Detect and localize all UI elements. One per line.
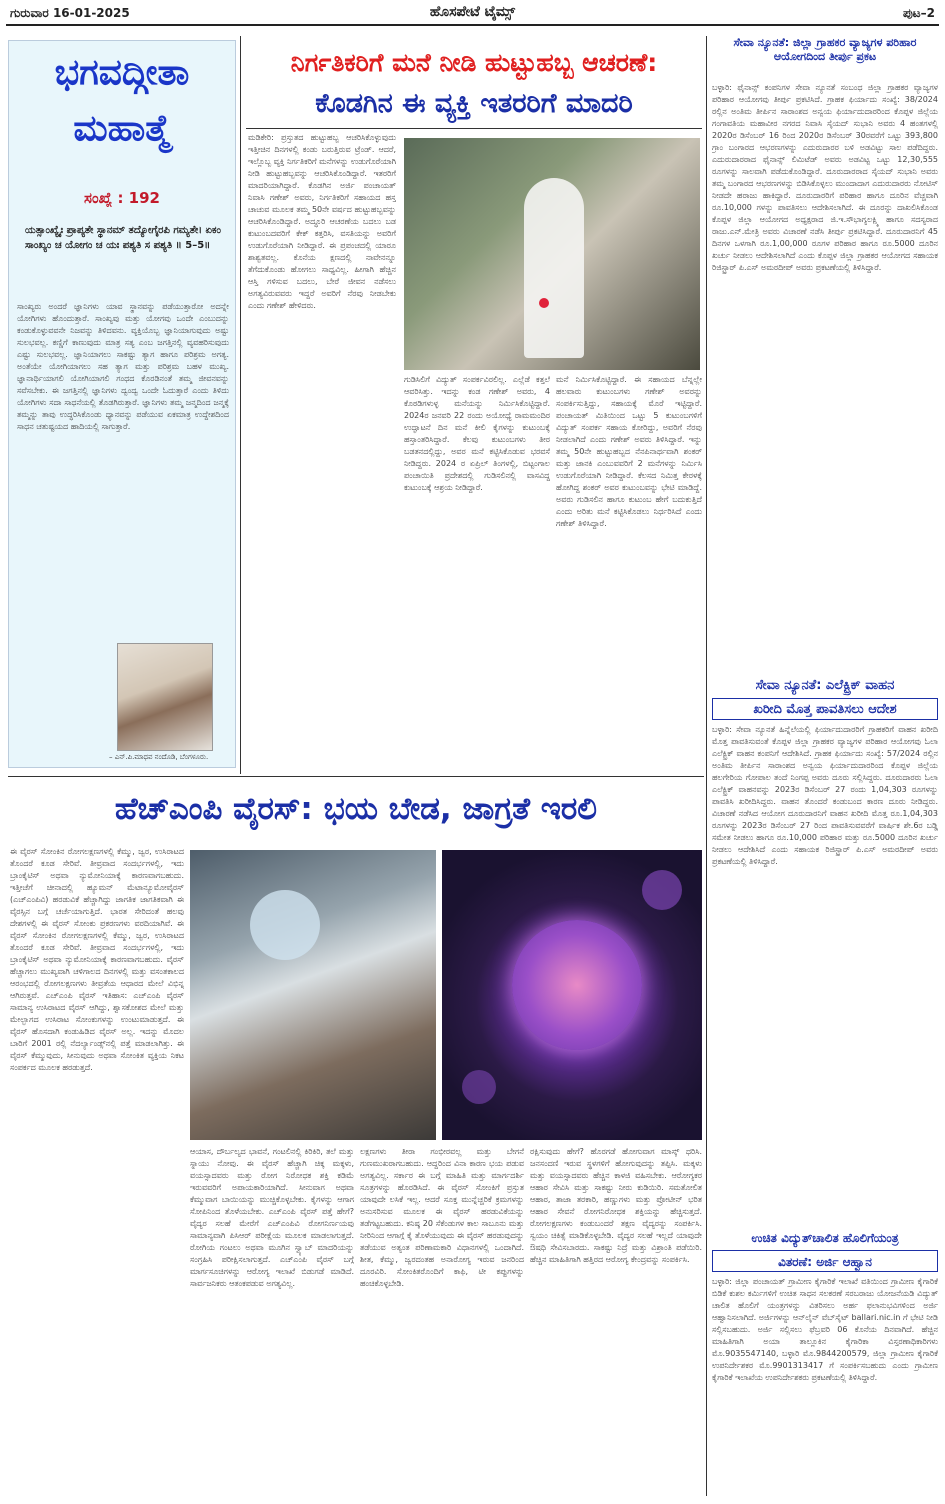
virus-particle-icon — [462, 1070, 496, 1104]
gita-box — [8, 40, 236, 768]
main-headline-2: ಕೊಡಗಿನ ಈ ವ್ಯಕ್ತಿ ಇತರರಿಗೆ ಮಾದರಿ — [315, 88, 633, 119]
newspaper-name: ಹೊಸಪೇಟೆ ಟೈಮ್ಸ್ — [429, 4, 516, 20]
main-story-col-3: ಮನೆ ನಿರ್ಮಿಸಿಕೊಟ್ಟಿದ್ದಾರೆ. ಈ ಸಹಾಯದ ಬೆನ್ನಲ್ಲೇ ಹಲವಾರು ಕುಟುಂಬಗಳು ಗಣೇಶ್ ಅವರನ್ನು ಸಂಪರ್ಕಿಸುತ್ತಿದ್ದು, ಸಹಾಯಕ್ಕೆ ಮೊರೆ ಇಟ್ಟಿದ್ದಾರೆ. ಪಂಚಾಯತ್ ಮಿತಿಯಿಂದ ಒಟ್ಟು 5 ಕುಟುಂಬಗಳಿಗೆ ವಿದ್ಯುತ್ ಸಂಪರ್ಕ ಸಹಾಯ ಕೋರಿದ್ದು, ಅವರಿಗೆ ನೆರವು ನೀಡಲಾಗಿದೆ ಎಂದು ಗಣೇಶ್ ಅವರು ತಿಳಿಸಿದ್ದಾರೆ. ಇನ್ನು ತಮ್ಮ 50ನೇ ಹುಟ್ಟುಹಬ್ಬದ ನೆನಪಿನಾರ್ಥವಾಗಿ ಶಂಕರ್ ಮತ್ತು ಜಾನಕಿ ಎಂಬುವವರಿಗೆ 2 ಮನೆಗಳನ್ನು ನಿರ್ಮಿಸಿ ಉಡುಗೊರೆಯಾಗಿ ನೀಡಿದ್ದಾರೆ. ಕೆಲಸದ ನಿಮಿತ್ತ ಕೇರಳಕ್ಕೆ ಹೋಗಿದ್ದ ಶಂಕರ್ ಅವರ ಕುಟುಂಬವನ್ನು ಭೇಟಿ ಮಾಡಿದ್ದೆ. ಅವರು ಗುಡಿಸಲಿನ ಹಾಗೂ ಕುಟುಂಬ ಹೇಗೆ ಬದುಕುತ್ತಿದೆ ಎಂದು ಅರಿತು ಮನೆ ಕಟ್ಟಿಸಿಕೊಡಲು ನಿರ್ಧರಿಸಿದೆ ಎಂದು ಗಣೇಶ್ ತಿಳಿಸಿದ್ದಾರೆ. — [556, 375, 702, 528]
testing-crowd-photo — [190, 850, 436, 1140]
hmpv-col-2: ಆಯಾಸ, ದೌರ್ಬಲ್ಯದ ಭಾವನೆ, ಗಂಟಲಿನಲ್ಲಿ ಕಿರಿಕಿರಿ, ತಲೆ ಮತ್ತು ಸ್ನಾಯು ನೋವು. ಈ ವೈರಸ್ ಹೆಚ್ಚಾಗಿ ಚಿಕ್ಕ ಮಕ್ಕಳು, ವಯಸ್ಸಾದವರು ಮತ್ತು ರೋಗ ನಿರೋಧಕ ಶಕ್ತಿ ಕಡಿಮೆ ಇರುವವರಿಗೆ ಅಪಾಯಕಾರಿಯಾಗಿದೆ. ಸೀನುವಾಗ ಅಥವಾ ಕೆಮ್ಮುವಾಗ ಬಾಯಿಯನ್ನು ಮುಚ್ಚಿಕೊಳ್ಳಬೇಕು. ಕೈಗಳನ್ನು ಆಗಾಗ ಸೋಪಿನಿಂದ ತೊಳೆಯಬೇಕು. ಎಚ್‌ಎಂಪಿ ವೈರಸ್ ಪತ್ತೆ ಹೇಗೆ? ವೈದ್ಯರ ಸಲಹೆ ಮೇರೆಗೆ ಎಚ್‌ಎಂಪಿವಿ ರೋಗನಿರ್ಣಯವು ಸಾಮಾನ್ಯವಾಗಿ ಪಿಸಿಆರ್ ಪರೀಕ್ಷೆಯ ಮೂಲಕ ಮಾಡಲಾಗುತ್ತದೆ. ರೋಗಿಯ ಗಂಟಲು ಅಥವಾ ಮೂಗಿನ ಸ್ವ್ಯಾಬ್ ಮಾದರಿಯನ್ನು ಸಂಗ್ರಹಿಸಿ ಪರೀಕ್ಷಿಸಲಾಗುತ್ತದೆ. ಎಚ್‌ಎಂಪಿ ವೈರಸ್ ಬಗ್ಗೆ ಮಾರ್ಗಸೂಚಿಗಳನ್ನು ಆರೋಗ್ಯ ಇಲಾಖೆ ಬಿಡುಗಡೆ ಮಾಡಿದೆ. ಸಾರ್ವಜನಿಕರು ಆತಂಕಪಡುವ ಅಗತ್ಯವಿಲ್ಲ. — [190, 1147, 354, 1288]
consumer-story-2: ಬಳ್ಳಾರಿ: ಸೇವಾ ನ್ಯೂನತೆ ಹಿನ್ನೆಲೆಯಲ್ಲಿ ಫಿರ್ಯಾದುದಾರರಿಗೆ ಗ್ರಾಹಕರಿಗೆ ವಾಹನ ಖರೀದಿ ಮೊತ್ತ ಪಾವತಿಸುವಂತೆ ಕೊಪ್ಪಳ ಜಿಲ್ಲಾ ಗ್ರಾಹಕರ ವ್ಯಾಜ್ಯಗಳ ಪರಿಹಾರ ಆಯೋಗವು ಓಲಾ ಎಲೆಕ್ಟ್ರಿಕ್ ವಾಹನ ಕಂಪನಿಗೆ ಆದೇಶಿಸಿದೆ. ಗ್ರಾಹಕ ಫಿರ್ಯಾದು ಸಂಖ್ಯೆ: 57/2024 ರಲ್ಲಿನ ಅಂತಿಮ ತೀರ್ಪಿನ ಸಾರಾಂಶದ ಅನ್ವಯ ಫಿರ್ಯಾದುದಾರರಿಂದ ಕೊಪ್ಪಳ ಜಿಲ್ಲೆಯ ಹಲಗೇರಿಯ ಗೋಪಾಲ ತಂದೆ ನಿಂಗಪ್ಪ ಅವರು ದೂರು ಸಲ್ಲಿಸಿದ್ದರು. ದೂರುದಾರರು ಓಲಾ ಎಲೆಕ್ಟ್ರಿಕ್ ವಾಹನವನ್ನು 2023ರ ಡಿಸೆಂಬರ್ 27 ರಂದು 1,04,303 ರೂಗಳನ್ನು ಪಾವತಿಸಿ ಖರೀದಿಸಿದ್ದರು. ವಾಹನ ತೊಂದರೆ ಕಂಡುಬಂದ ಕಾರಣ ದೂರು ನೀಡಿದ್ದರು. ವಿಚಾರಣೆ ನಡೆಸಿದ ಆಯೋಗ ದೂರುದಾರನಿಗೆ ವಾಹನ ಖರೀದಿ ಮೊತ್ತ ರೂ.1,04,303 ರೂಗಳನ್ನು 2023ರ ಡಿಸೆಂಬರ್ 27 ರಿಂದ ಪಾವತಿಸುವವರೆಗೆ ವಾರ್ಷಿಕ ಶೇ.6ರ ಬಡ್ಡಿ ಸಮೇತ ನೀಡಲು ಹಾಗೂ ರೂ.10,000 ಪರಿಹಾರ ಮತ್ತು ರೂ.5000 ದೂರಿನ ಖರ್ಚು ನೀಡಲು ಆದೇಶಿಸಿದೆ ಎಂದು ಸಹಾಯಕ ರಿಜಿಸ್ಟ್ರಾರ್ ಪಿ.ಎಸ್ ಅಮರದೀಪ್ ಅವರು ಪ್ರಕಟಣೆಯಲ್ಲಿ ತಿಳಿಸಿದ್ದಾರೆ. — [712, 725, 938, 866]
consumer-headline-2a: ಸೇವಾ ನ್ಯೂನತೆ: ಎಲೆಕ್ಟ್ರಿಕ್ ವಾಹನ — [712, 676, 938, 696]
person-figure — [524, 178, 584, 358]
author-credit: – ಎನ್.ಪಿ.ಮಾಧವ ನಂದೊಡಿ, ಬೆಂಗಳೂರು. — [109, 753, 209, 761]
main-story-col-2: ಗುಡಿಸಿಲಿಗೆ ವಿದ್ಯುತ್ ಸಂಪರ್ಕವಿರಲಿಲ್ಲ. ಎಲ್ಲೆಡೆ ಕತ್ತಲೆ ಆವರಿಸಿತ್ತು. ಇದನ್ನು ಕಂಡ ಗಣೇಶ್ ಅವರು, 4 ಕೊಠಡಿಗಳುಳ್ಳ ಮನೆಯನ್ನು ನಿರ್ಮಿಸಿಕೊಟ್ಟಿದ್ದಾರೆ. 2024ರ ಜನವರಿ 22 ರಂದು ಅಯೋಧ್ಯೆ ರಾಮಮಂದಿರ ಉದ್ಘಾಟನೆ ದಿನ ಮನೆ ಕೀಲಿ ಕೈಗಳನ್ನು ಕುಟುಂಬಕ್ಕೆ ಹಸ್ತಾಂತರಿಸಿದ್ದಾರೆ. ಕೆಲವು ಕುಟುಂಬಗಳು ತೀರ ಬಡತನದಲ್ಲಿದ್ದು, ಅವರ ಮನೆ ಕಟ್ಟಿಸಿಕೊಡುವ ಭರವಸೆ ನೀಡಿದ್ದರು. 2024 ರ ಏಪ್ರಿಲ್ ತಿಂಗಳಲ್ಲಿ, ಬಿಟ್ಟಂಗಾಲ ಪಂಚಾಯಿತಿ ಪ್ರದೇಶದಲ್ಲಿ ಗುಡಿಸಲಿನಲ್ಲಿ ವಾಸವಿದ್ದ ಕುಟುಂಬಕ್ಕೆ ಆಶ್ರಯ ನೀಡಿದ್ದಾರೆ. — [404, 375, 550, 492]
main-headline-1: ನಿರ್ಗತಿಕರಿಗೆ ಮನೆ ನೀಡಿ ಹುಟ್ಟುಹಬ್ಬ ಆಚರಣೆ: — [290, 48, 658, 77]
main-story-col-1: ಮಡಿಕೇರಿ: ಪ್ರಸ್ತುತದ ಹುಟ್ಟುಹಬ್ಬ ಆಚರಿಸಿಕೊಳ್ಳುವುದು ಇತ್ತೀಚಿನ ದಿನಗಳಲ್ಲಿ ಕಂಡು ಬರುತ್ತಿರುವ ಟ್ರೆಂಡ್. ಆದರೆ, ಇಲ್ಲೊಬ್ಬ ವ್ಯಕ್ತಿ ನಿರ್ಗತಿಕರಿಗೆ ಮನೆಗಳನ್ನು ಉಡುಗೊರೆಯಾಗಿ ನೀಡಿ ಹುಟ್ಟುಹಬ್ಬವನ್ನು ಆಚರಿಸಿಕೊಂಡಿದ್ದಾರೆ. ಇತರರಿಗೆ ಮಾದರಿಯಾಗಿದ್ದಾರೆ. ಕೊಡಗಿನ ಅರ್ಜಿ ಪಂಚಾಯತ್ ನಿವಾಸಿ ಗಣೇಶ್ ಅವರು, ನಿರ್ಗತಿಕರಿಗೆ ಸಹಾಯದ ಹಸ್ತ ಚಾಚುವ ಮೂಲಕ ತಮ್ಮ 50ನೇ ವರ್ಷದ ಹುಟ್ಟುಹಬ್ಬವನ್ನು ಆಚರಿಸಿಕೊಂಡಿದ್ದಾರೆ. ಅದ್ಧೂರಿ ಆಚರಣೆಯ ಬದಲು ಬಡ ಕುಟುಂಬದವರಿಗೆ ಕೇಕ್ ಕತ್ತರಿಸಿ, ವಸತಿಯನ್ನು ಅವರಿಗೆ ಉಡುಗೊರೆಯಾಗಿ ನೀಡಿದ್ದಾರೆ. ಈ ಪ್ರಪಂಚದಲ್ಲಿ ಯಾರೂ ಶಾಶ್ವತವಲ್ಲ. ಕೊನೆಯ ಕ್ಷಣದಲ್ಲಿ ನಾವೇನನ್ನೂ ತೆಗೆದುಕೊಂಡು ಹೋಗಲು ಸಾಧ್ಯವಿಲ್ಲ. ಹೀಗಾಗಿ ಹೆಚ್ಚಿನ ಆಸ್ತಿ ಗಳಿಸುವ ಬದಲು, ಬೇರೆ ಜೀವನ ನಡೆಸಲು ಅಗತ್ಯವಿರುವವರು ಇದ್ದರೆ ಅವರಿಗೆ ನೆರವು ನೀಡಬೇಕು ಎಂದು ಗಣೇಶ್ ಹೇಳಿದರು. — [248, 133, 396, 310]
divider — [246, 128, 702, 129]
ppe-worker-figure — [250, 890, 320, 960]
author-photo — [117, 643, 213, 751]
hmpv-col-3: ಲಕ್ಷಣಗಳು ತೀರಾ ಗಂಭೀರವಲ್ಲ ಮತ್ತು ಬೇಗನೆ ಗುಣಮುಖರಾಗಬಹುದು. ಆದ್ದರಿಂದ ವಿನಾ ಕಾರಣ ಭಯ ಪಡುವ ಅಗತ್ಯವಿಲ್ಲ. ಸರ್ಕಾರ ಈ ಬಗ್ಗೆ ಮಾಹಿತಿ ಮತ್ತು ಮಾರ್ಗದರ್ಶಿ ಸೂತ್ರಗಳನ್ನು ಹೊರಡಿಸಿದೆ. ಈ ವೈರಸ್ ಸೋಂಕಿಗೆ ಪ್ರಸ್ತುತ ಯಾವುದೇ ಲಸಿಕೆ ಇಲ್ಲ. ಆದರೆ ಸೂಕ್ತ ಮುನ್ನೆಚ್ಚರಿಕೆ ಕ್ರಮಗಳನ್ನು ಅನುಸರಿಸುವ ಮೂಲಕ ಈ ವೈರಸ್ ಹರಡುವಿಕೆಯನ್ನು ತಡೆಗಟ್ಟಬಹುದು. ಕನಿಷ್ಠ 20 ಸೆಕೆಂಡುಗಳ ಕಾಲ ಸಾಬೂನು ಮತ್ತು ನೀರಿನಿಂದ ಆಗಾಗ್ಗೆ ಕೈ ತೊಳೆಯುವುದು ಈ ವೈರಸ್ ಹರಡುವುದನ್ನು ತಡೆಯುವ ಅತ್ಯಂತ ಪರಿಣಾಮಕಾರಿ ವಿಧಾನಗಳಲ್ಲಿ ಒಂದಾಗಿದೆ. ಶೀತ, ಕೆಮ್ಮು, ಜ್ವರದಂತಹ ಅನಾರೋಗ್ಯ ಇರುವ ಜನರಿಂದ ದೂರವಿರಿ. ಸೋಂಕಿತರೊಂದಿಗೆ ಕಾಫಿ, ಟೀ ಕಪ್ಪುಗಳನ್ನು ಹಂಚಿಕೊಳ್ಳಬೇಡಿ. — [360, 1147, 524, 1288]
gita-number: ಸಂಖ್ಯೆ : 192 — [84, 189, 160, 207]
masthead-bar — [6, 2, 939, 26]
ribbon-bow-icon — [539, 298, 549, 308]
gita-body: ಸಾಂಖ್ಯರು ಅಂದರೆ ಜ್ಞಾನಿಗಳು ಯಾವ ಸ್ಥಾನವನ್ನು ಪಡೆಯುತ್ತಾರೋ ಅದನ್ನೇ ಯೋಗಿಗಳು ಹೊಂದುತ್ತಾರೆ. ಸಾಂಖ್ಯವು ಮತ್ತು ಯೋಗವು ಒಂದೇ ಎಂಬುದನ್ನು ಕಂಡುಕೊಳ್ಳುವವನೇ ನಿಜವನ್ನು ತಿಳಿದವನು. ವ್ಯಕ್ತಿಯೊಬ್ಬ ಜ್ಞಾನಿಯಾಗುವುದು ಅಷ್ಟು ಸುಲಭವಲ್ಲ. ಕಣ್ಣಿಗೆ ಕಾಣುವುದು ಮಾತ್ರ ಸತ್ಯ ಎಂಬ ಜಗತ್ತಿನಲ್ಲಿ ವ್ಯವಹರಿಸುವುದು ಎಷ್ಟು ಸುಲಭವಲ್ಲ. ಜ್ಞಾನಿಯಾಗಲು ಸಾಕಷ್ಟು ತ್ಯಾಗ ಹಾಗೂ ಪರಿಶ್ರಮ ಅಗತ್ಯ. ಅಂತೆಯೇ ಯೋಗಿಯಾಗಲು ಸಹ ತ್ಯಾಗ ಮತ್ತು ಪರಿಶ್ರಮ ಬಹಳ ಮುಖ್ಯ. ಜ್ಞಾನಾರ್ಥಿಯಾಗಲಿ ಯೋಗಿಯಾಗಲಿ ಗಂಧದ ಕೊರಡಿನಂತೆ ತಮ್ಮ ಜೀವನವನ್ನು ಸವೆಸಬೇಕು. ಈ ಜಗತ್ತಿನಲ್ಲಿ ಜ್ಞಾನಿಗಳು ದ್ವಂದ್ವ ಒಂದೇ ಓದುತ್ತಾರೆ ಎಂದು ತಿಳಿದು ಯೋಗಿಗಳು ಸದಾ ಸಾಧನೆಯಲ್ಲಿ ತೊಡಗಿರುತ್ತಾರೆ. ಜ್ಞಾನಿಗಳು ತಮ್ಮ ಜನ್ಮದಿಂದ ಜನ್ಮಕ್ಕೆ ತಮ್ಮನ್ನು ತಾವು ಉದ್ಧರಿಸಿಕೊಂಡು ಧ್ಯಾನವನ್ನು ಪಡೆಯುವ ಏಕಮಾತ್ರ ಉದ್ದೇಶದಿಂದ ಸಾಧನ ಚತುಷ್ಟಯದ ಹಾದಿಯಲ್ಲಿ ಸಾಗುತ್ತಾರೆ. — [17, 302, 229, 431]
issue-date: ಗುರುವಾರ 16-01-2025 — [10, 6, 130, 20]
hmpv-col-1: ಈ ವೈರಸ್ ಸೋಂಕಿನ ರೋಗಲಕ್ಷಣಗಳಲ್ಲಿ ಕೆಮ್ಮು, ಜ್ವರ, ಉಸಿರಾಟದ ತೊಂದರೆ ಕೂಡ ಸೇರಿವೆ. ತೀವ್ರವಾದ ಸಂದರ್ಭಗಳಲ್ಲಿ, ಇದು ಬ್ರಾಂಕೈಟಿಸ್ ಅಥವಾ ನ್ಯುಮೋನಿಯಾಕ್ಕೆ ಕಾರಣವಾಗಬಹುದು. ಇತ್ತೀಚೆಗೆ ಚೀನಾದಲ್ಲಿ ಹ್ಯೂಮನ್ ಮೆಟಾನ್ಯೂಮೋವೈರಸ್ (ಎಚ್‌ಎಂಪಿವಿ) ಹರಡುವಿಕೆ ಹೆಚ್ಚಾಗಿದ್ದು ಜಾಗತಿಕ ಜಾಗತಿಕವಾಗಿ ಈ ವೈರಸ್ಸಿನ ಬಗ್ಗೆ ಚರ್ಚೆಯಾಗುತ್ತಿದೆ. ಭಾರತ ಸೇರಿದಂತೆ ಹಲವು ದೇಶಗಳಲ್ಲಿ ಈ ವೈರಸ್ ಸೋಂಕು ಪ್ರಕರಣಗಳು ವರದಿಯಾಗಿವೆ. ಈ ವೈರಸ್ ಸೋಂಕಿನ ರೋಗಲಕ್ಷಣಗಳಲ್ಲಿ ಕೆಮ್ಮು, ಜ್ವರ, ಉಸಿರಾಟದ ತೊಂದರೆ ಕೂಡ ಸೇರಿವೆ. ತೀವ್ರವಾದ ಸಂದರ್ಭಗಳಲ್ಲಿ, ಇದು ಬ್ರಾಂಕೈಟಿಸ್ ಅಥವಾ ನ್ಯುಮೋನಿಯಾಕ್ಕೆ ಕಾರಣವಾಗಬಹುದು. ವೈರಸ್ ಹೆಚ್ಚಾಗಲು ಮುಖ್ಯವಾಗಿ ಚಳಿಗಾಲದ ದಿನಗಳಲ್ಲಿ ಮತ್ತು ವಸಂತಕಾಲದ ಆರಂಭದಲ್ಲಿ ರೋಗಲಕ್ಷಣಗಳು ತೀವ್ರತೆಯ ಆಧಾರದ ಮೇಲೆ ವಿಭಿನ್ನ ಆಗಿರುತ್ತವೆ. ಎಚ್‌ಎಂಪಿ ವೈರಸ್ ಇತಿಹಾಸ: ಎಚ್‌ಎಂಪಿ ವೈರಸ್ ಸಾಮಾನ್ಯ ಉಸಿರಾಟದ ವೈರಸ್ ಆಗಿದ್ದು, ಶ್ವಾಸಕೋಶದ ಮೇಲೆ ಮತ್ತು ಮೇಲ್ಭಾಗದ ಉಸಿರಾಟ ಸೋಂಕುಗಳನ್ನು ಉಂಟುಮಾಡುತ್ತದೆ. ಈ ವೈರಸ್ ಹೊಸದಾಗಿ ಕಂಡುಹಿಡಿದ ವೈರಸ್ ಅಲ್ಲ. ಇದನ್ನು ಮೊದಲ ಬಾರಿಗೆ 2001 ರಲ್ಲಿ ನೆದರ್ಲ್ಯಾಂಡ್ಸ್‌ನಲ್ಲಿ ಪತ್ತೆ ಮಾಡಲಾಗಿತ್ತು. ಈ ವೈರಸ್ ಕೆಮ್ಮುವುದು, ಸೀನುವುದು ಅಥವಾ ಸೋಂಕಿತ ವ್ಯಕ್ತಿಯ ನಿಕಟ ಸಂಪರ್ಕದ ಮೂಲಕ ಹರಡುತ್ತದೆ. — [10, 847, 184, 1072]
sewing-headline-b: ವಿತರಣೆ: ಅರ್ಜಿ ಆಹ್ವಾನ — [712, 1250, 938, 1272]
hmpv-headline: ಹೆಚ್‌ಎಂಪಿ ವೈರಸ್: ಭಯ ಬೇಡ, ಜಾಗ್ರತೆ ಇರಲಿ — [114, 791, 598, 827]
consumer-headline-2b: ಖರೀದಿ ಮೊತ್ತ ಪಾವತಿಸಲು ಆದೇಶ — [712, 698, 938, 720]
page-number: ಪುಟ–2 — [903, 6, 935, 20]
consumer-headline-1: ಸೇವಾ ನ್ಯೂನತೆ: ಜಿಲ್ಲಾ ಗ್ರಾಹಕರ ವ್ಯಾಜ್ಯಗಳ ಪರಿಹಾರ ಆಯೋಗದಿಂದ ತೀರ್ಪು ಪ್ರಕಟ — [733, 36, 917, 63]
virus-particle-icon — [512, 920, 642, 1050]
sewing-story: ಬಳ್ಳಾರಿ: ಜಿಲ್ಲಾ ಪಂಚಾಯತ್ ಗ್ರಾಮೀಣ ಕೈಗಾರಿಕೆ ಇಲಾಖೆ ವತಿಯಿಂದ ಗ್ರಾಮೀಣ ಕೈಗಾರಿಕೆ ಬಿಡಿಕೆ ಕುಶಲ ಕರ್ಮಿಗಳಿಗೆ ಉಚಿತ ಸಾಧನ ಸಲಕರಣೆ ಸರಬರಾಜು ಯೋಜನೆಯಡಿ ವಿದ್ಯುತ್ ಚಾಲಿತ ಹೊಲಿಗೆ ಯಂತ್ರಗಳನ್ನು ವಿತರಿಸಲು ಅರ್ಹ ಫಲಾನುಭವಿಗಳಿಂದ ಅರ್ಜಿ ಆಹ್ವಾನಿಸಲಾಗಿದೆ. ಅರ್ಜಿಗಳನ್ನು ಆನ್‌ಲೈನ್ ವೆಬ್‌ಸೈಟ್ ballari.nic.in ಗೆ ಭೇಟಿ ನೀಡಿ ಸಲ್ಲಿಸಬಹುದು. ಅರ್ಜಿ ಸಲ್ಲಿಸಲು ಫೆಬ್ರವರಿ 06 ಕೊನೆಯ ದಿನವಾಗಿದೆ. ಹೆಚ್ಚಿನ ಮಾಹಿತಿಗಾಗಿ ಅಯಾ ತಾಲ್ಲೂಕಿನ ಕೈಗಾರಿಕಾ ವಿಸ್ತರಣಾಧಿಕಾರಿಗಳು ಮೊ.9035547140, ಬಳ್ಳಾರಿ ಮೊ.9844200579, ಜಿಲ್ಲಾ ಗ್ರಾಮೀಣ ಕೈಗಾರಿಕೆ ಉಪನಿರ್ದೇಶಕರ ಮೊ.9901313417 ಗೆ ಸಂಪರ್ಕಿಸಬಹುದು ಎಂದು ಗ್ರಾಮೀಣ ಕೈಗಾರಿಕೆ ಇಲಾಖೆಯ ಉಪನಿರ್ದೇಶಕರು ಪ್ರಕಟಣೆಯಲ್ಲಿ ತಿಳಿಸಿದ್ದಾರೆ. — [712, 1277, 938, 1382]
sewing-headline-a: ಉಚಿತ ವಿದ್ಯುತ್‌ಚಾಲಿತ ಹೊಲಿಗೆಯಂತ್ರ — [712, 1228, 938, 1248]
consumer-story-1: ಬಳ್ಳಾರಿ: ಫೈನಾನ್ಸ್ ಕಂಪನಿಗಳ ಸೇವಾ ನ್ಯೂನತೆ ಸಂಬಂಧ ಜಿಲ್ಲಾ ಗ್ರಾಹಕರ ವ್ಯಾಜ್ಯಗಳ ಪರಿಹಾರ ಆಯೋಗವು ತೀರ್ಪು ಪ್ರಕಟಿಸಿದೆ. ಗ್ರಾಹಕ ಫಿರ್ಯಾದು ಸಂಖ್ಯೆ: 38/2024 ರಲ್ಲಿನ ಅಂತಿಮ ತೀರ್ಪಿನ ಸಾರಾಂಶದ ಅನ್ವಯ ಫಿರ್ಯಾದುದಾರರಿಂದ ಕೊಪ್ಪಳ ಜಿಲ್ಲೆಯ ಗಂಗಾವತಿಯ ಮಹಾವೀರ ನಗರದ ನಿವಾಸಿ ಸೈಯದ್ ಸುಭಾನಿ ಅವರು 4 ಹಂತಗಳಲ್ಲಿ 2020ರ ಡಿಸೆಂಬರ್ 16 ರಿಂದ 2020ರ ಡಿಸೆಂಬರ್ 30ರವರೆಗೆ ಒಟ್ಟು 393,800 ಗ್ರಾಂ ಬಂಗಾರದ ಆಭರಣಗಳನ್ನು ಎದುರುದಾರರ ಬಳಿ ಅಡವಿಟ್ಟು ಸಾಲ ಪಡೆದಿದ್ದರು. ಎದುರುದಾರರಾದ ಫೈನಾನ್ಸ್ ಲಿಮಿಟೆಡ್ ಅವರು ಅಡವಿಟ್ಟ ಒಟ್ಟು 12,30,555 ರೂಗಳನ್ನು ಸಾಲವಾಗಿ ಪಡೆದುಕೊಂಡಿದ್ದಾರೆ. ದೂರುದಾರರಾದ ಸೈಯದ್ ಸುಭಾನಿ ಅವರು ತಮ್ಮ ಬಂಗಾರದ ಆಭರಣಗಳನ್ನು ಬಿಡಿಸಿಕೊಳ್ಳಲು ಮುಂದಾದಾಗ ಎದುರುದಾರರು ನೋಟಿಸ್ ನೀಡದೇ ಹರಾಜು ಹಾಕಿದ್ದಾರೆ. ದೂರುದಾರರಿಗೆ ಪರಿಹಾರ ಹಾಗೂ ದೂರಿನ ವೆಚ್ಚವಾಗಿ ರೂ.10,000 ಗಳನ್ನು ಪಾವತಿಸಲು ಆದೇಶಿಸಲಾಗಿದೆ. ಈ ದೂರನ್ನು ದಾಖಲಿಸಿಕೊಂಡ ಕೊಪ್ಪಳ ಜಿಲ್ಲಾ ಆಯೋಗದ ಅಧ್ಯಕ್ಷರಾದ ಜಿ.ಇ.ಸೌಭಾಗ್ಯಲಕ್ಷ್ಮಿ ಹಾಗೂ ಸದಸ್ಯರಾದ ರಾಜು.ಎನ್.ಮೇತ್ರಿ ಅವರು ವಿಚಾರಣೆ ನಡೆಸಿ ತೀರ್ಪು ಪ್ರಕಟಿಸಿದ್ದಾರೆ. ದೂರುದಾರನಿಗೆ 45 ದಿನಗಳ ಒಳಗಾಗಿ ರೂ.1,00,000 ರೂಗಳ ಪರಿಹಾರ ಹಾಗೂ ರೂ.5000 ದೂರಿನ ಖರ್ಚು ನೀಡಲು ಆದೇಶಿಸಲಾಗಿದೆ ಎಂದು ಕೊಪ್ಪಳ ಜಿಲ್ಲಾ ಗ್ರಾಹಕರ ಆಯೋಗದ ಸಹಾಯಕ ರಿಜಿಸ್ಟ್ರಾರ್ ಪಿ.ಎಸ್ ಅಮರದೀಪ್ ಅವರು ಪ್ರಕಟಣೆಯಲ್ಲಿ ತಿಳಿಸಿದ್ದಾರೆ. — [712, 83, 938, 272]
virus-particle-icon — [642, 870, 682, 910]
house-gift-photo — [404, 138, 700, 370]
gita-title: ಭಗವದ್ಗೀತಾ ಮಹಾತ್ಮೆ — [54, 52, 190, 149]
divider — [8, 776, 704, 777]
column-rule — [706, 36, 707, 1496]
shloka: ಯತ್ಸಾಂಖ್ಯೈಃ ಪ್ರಾಪ್ಯತೇ ಸ್ಥಾನಮ್ ತದ್ಯೋಗೈರಪಿ ಗಮ್ಯತೇ। ಏಕಂ ಸಾಂಖ್ಯಂ ಚ ಯೋಗಂ ಚ ಯಃ ಪಶ್ಯತಿ ಸ ಪಶ್ಯತಿ ॥ 5–5॥ — [25, 225, 221, 251]
column-rule — [240, 36, 241, 774]
hmpv-col-4: ರಕ್ಷಿಸುವುದು ಹೇಗೆ? ಹೊರಗಡೆ ಹೋಗುವಾಗ ಮಾಸ್ಕ್ ಧರಿಸಿ. ಜನಸಂದಣಿ ಇರುವ ಸ್ಥಳಗಳಿಗೆ ಹೋಗುವುದನ್ನು ತಪ್ಪಿಸಿ. ಮಕ್ಕಳು ಮತ್ತು ವಯಸ್ಸಾದವರು ಹೆಚ್ಚಿನ ಕಾಳಜಿ ವಹಿಸಬೇಕು. ಆರೋಗ್ಯಕರ ಆಹಾರ ಸೇವಿಸಿ ಮತ್ತು ಸಾಕಷ್ಟು ನೀರು ಕುಡಿಯಿರಿ. ಸಮತೋಲಿತ ಆಹಾರ, ತಾಜಾ ತರಕಾರಿ, ಹಣ್ಣುಗಳು ಮತ್ತು ಪ್ರೋಟೀನ್ ಭರಿತ ಆಹಾರ ಸೇವನೆ ರೋಗನಿರೋಧಕ ಶಕ್ತಿಯನ್ನು ಹೆಚ್ಚಿಸುತ್ತದೆ. ರೋಗಲಕ್ಷಣಗಳು ಕಂಡುಬಂದರೆ ತಕ್ಷಣ ವೈದ್ಯರನ್ನು ಸಂಪರ್ಕಿಸಿ. ಸ್ವಯಂ ಚಿಕಿತ್ಸೆ ಮಾಡಿಕೊಳ್ಳಬೇಡಿ. ವೈದ್ಯರ ಸಲಹೆ ಇಲ್ಲದೆ ಯಾವುದೇ ಔಷಧಿ ಸೇವಿಸಬಾರದು. ಸಾಕಷ್ಟು ನಿದ್ರೆ ಮತ್ತು ವಿಶ್ರಾಂತಿ ಪಡೆಯಿರಿ. ಹೆಚ್ಚಿನ ಮಾಹಿತಿಗಾಗಿ ಹತ್ತಿರದ ಆರೋಗ್ಯ ಕೇಂದ್ರವನ್ನು ಸಂಪರ್ಕಿಸಿ. — [530, 1147, 702, 1264]
virus-illustration — [442, 850, 702, 1140]
